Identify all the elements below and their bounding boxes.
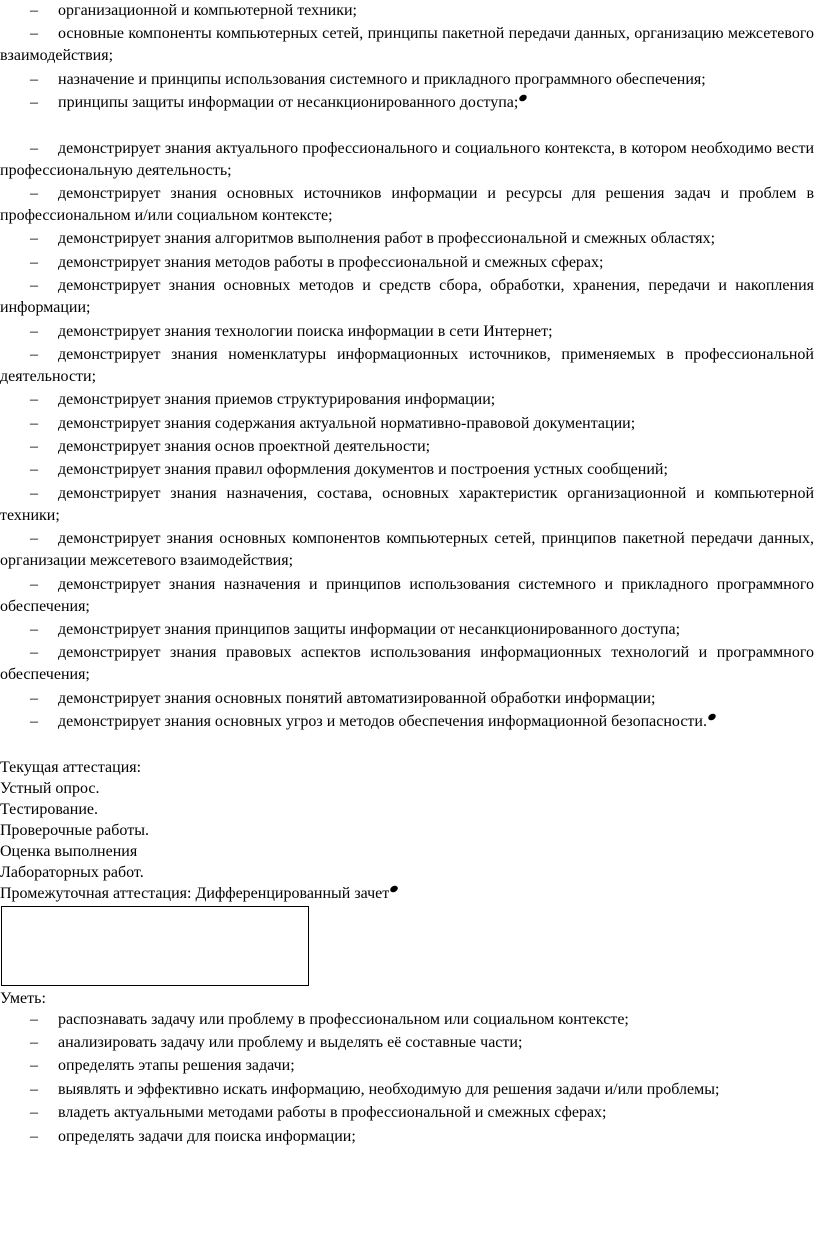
current-assessment-title: Текущая аттестация: [0, 758, 142, 776]
knowledge-list [0, 0, 816, 114]
list-item: – демонстрирует знания правовых аспектов использования информационных технологий и программного обеспечения; [0, 644, 814, 684]
assessment-block [0, 757, 816, 904]
list-item: – демонстрирует знания приемов структурирования информации; [30, 391, 496, 409]
spacer [0, 116, 816, 138]
interim-assessment: Промежуточная аттестация: Дифференцированный зачет [0, 883, 816, 904]
list-item: – принципы защиты информации от несанкционированного доступа; [0, 92, 816, 114]
list-item: – основные компоненты компьютерных сетей, принципы пакетной передачи данных, организацию межсетевого взаимодействия; [0, 25, 814, 65]
list-item: – демонстрирует знания алгоритмов выполнения работ в профессиональной и смежных областях; [30, 230, 716, 248]
cell-end-mark-icon [389, 884, 399, 893]
list-item: – демонстрирует знания назначения, состава, основных характеристик организационной и компьютерной техники; [0, 484, 814, 524]
list-item: – распознавать задачу или проблему в профессиональном или социальном контексте; [30, 1010, 629, 1028]
assessment-item: Устный опрос. [0, 779, 100, 797]
list-item: – демонстрирует знания основных источников информации и ресурсы для решения задач и проблем в профессиональном и/или социальном контексте; [0, 184, 814, 224]
list-item: – демонстрирует знания принципов защиты информации от несанкционированного доступа; [30, 621, 681, 639]
assessment-item: Тестирование. [0, 800, 98, 818]
dash: – [30, 94, 38, 112]
list-item: – демонстрирует знания основ проектной деятельности; [30, 438, 431, 456]
list-item: – демонстрирует знания технологии поиска информации в сети Интернет; [30, 322, 553, 340]
list-item: – демонстрирует знания актуального профессионального и социального контекста, в котором необходимо вести профессиональную деятельность; [0, 139, 814, 179]
indicators-list [0, 138, 816, 734]
empty-table-cell [1, 906, 309, 986]
list-item: – демонстрирует знания назначения и принципов использования системного и прикладного программного обеспечения; [0, 575, 814, 615]
list-item: – организационной и компьютерной техники; [0, 0, 816, 22]
list-item: – демонстрирует знания методов работы в профессиональной и смежных сферах; [30, 253, 604, 271]
list-item: – демонстрирует знания содержания актуальной нормативно-правовой документации; [30, 414, 636, 432]
list-item: – выявлять и эффективно искать информацию, необходимую для решения задачи и/или проблемы; [30, 1080, 720, 1098]
list-item: – демонстрирует знания основных понятий автоматизированной обработки информации; [30, 689, 656, 707]
assessment-item: Проверочные работы. [0, 821, 149, 839]
skills-list [0, 1009, 816, 1148]
list-item: – анализировать задачу или проблему и выделять её составные части; [30, 1033, 523, 1051]
list-item: – демонстрирует знания номенклатуры информационных источников, применяемых в профессиональной деятельности; [0, 345, 814, 385]
list-item: – демонстрирует знания правил оформления документов и построения устных сообщений; [30, 461, 668, 479]
list-item: – демонстрирует знания основных угроз и методов обеспечения информационной безопасности. [0, 711, 816, 733]
list-item: – определять этапы решения задачи; [30, 1057, 295, 1075]
list-item: – владеть актуальными методами работы в профессиональной и смежных сферах; [30, 1104, 607, 1122]
cell-end-mark-icon [518, 94, 528, 103]
skills-title: Уметь: [0, 989, 46, 1007]
cell-end-mark-icon [707, 713, 717, 722]
list-item: – демонстрирует знания основных компонентов компьютерных сетей, принципов пакетной передачи данных, организации межсетевого взаимодействия; [0, 530, 814, 570]
dash: – [30, 2, 38, 19]
assessment-item: Оценка выполнения [0, 842, 138, 860]
assessment-item: Лабораторных работ. [0, 863, 144, 881]
list-item: – назначение и принципы использования системного и прикладного программного обеспечения; [0, 69, 816, 91]
dash: – [30, 70, 38, 88]
dash: – [30, 25, 38, 43]
list-item: – демонстрирует знания основных методов и средств сбора, обработки, хранения, передачи и накопления информации; [0, 277, 814, 317]
list-item: – определять задачи для поиска информации; [30, 1127, 356, 1145]
spacer [0, 735, 816, 757]
